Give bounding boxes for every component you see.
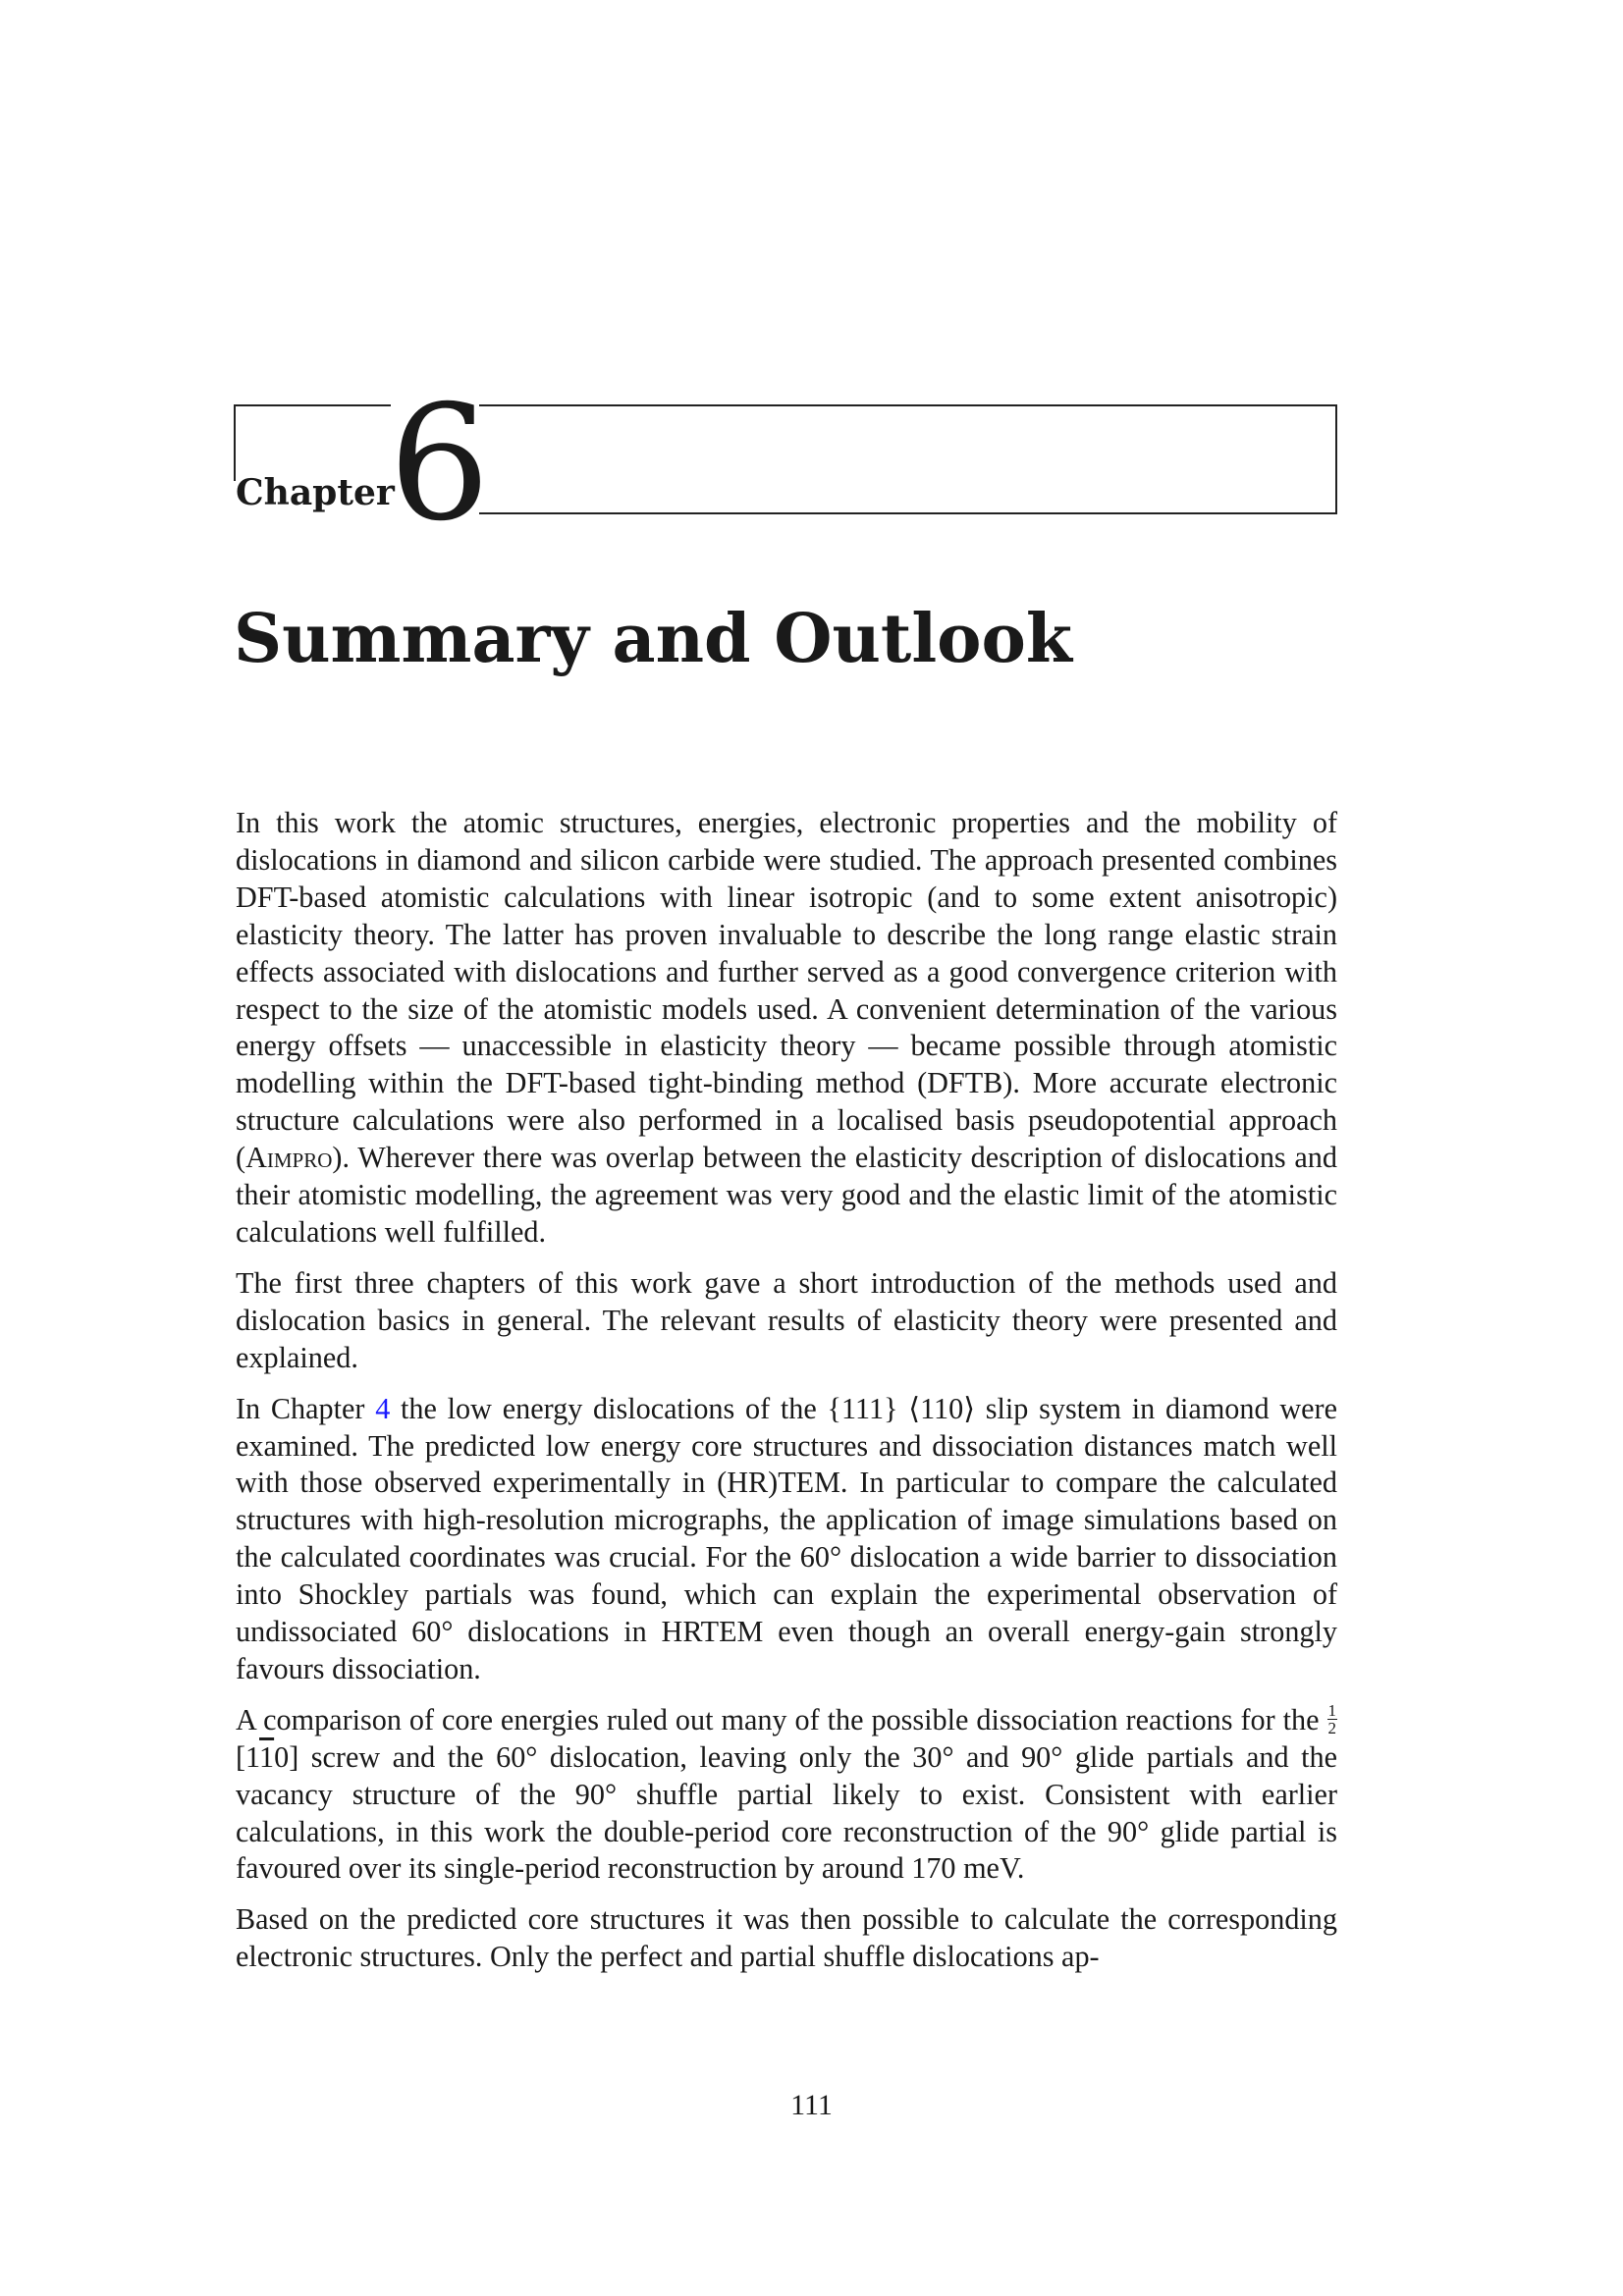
chapter-reference-link[interactable]: 4: [375, 1391, 391, 1425]
chapter-number: 6: [389, 372, 491, 557]
paragraph-3: In Chapter 4 the low energy dislocations of the {111} ⟨110⟩ slip system in diamond were examined. The predicted low energy core structures and dissociation distances match well with those observed experimentally in (HR)TEM. In particular to compare the calculated structures with high-resolution micrographs, the application of image simulations based on the calculated coordinates was crucial. For the 60° dislocation a wide barrier to dissociation into Shockley partials was found, which can explain the experimental observation of undissociated 60° dislocations in HRTEM even though an overall energy-gain strongly favours dissociation.: [236, 1391, 1337, 1685]
chapter-title: Summary and Outlook: [234, 600, 1072, 678]
fraction-one-half: $\frac{1}{2}$: [1327, 1700, 1336, 1737]
page-number: 111: [790, 2089, 833, 2121]
paragraph-4: A comparison of core energies ruled out many of the possible dissociation reactions for the $\frac{1}{2}$ [110] screw and the 60° dislocation, leaving only the 30° and 90° glide partials and the vacancy structure of the 90° shuffle partial likely to exist. Consistent with earlier calculations, in this work the double-period core reconstruction of the 90° glide partial is favoured over its single-period reconstruction by around 170 meV.: [236, 1700, 1337, 1886]
chapter-label: Chapter: [236, 472, 395, 513]
paragraph-5: Based on the predicted core structures it was then possible to calculate the corresponding electronic structures. Only the perfect and partial shuffle dislocations ap-: [236, 1902, 1337, 1974]
chapter-frame-right-top: [479, 404, 1337, 406]
paragraph-2: The first three chapters of this work gave a short introduction of the methods used and dislocation basics in general. The relevant results of elasticity theory were presented and explained.: [236, 1265, 1337, 1374]
chapter-frame-right-side: [1335, 404, 1337, 514]
code-name: Aimpro: [245, 1141, 333, 1175]
paragraph-1: In this work the atomic structures, energies, electronic properties and the mobility of dislocations in diamond and silicon carbide were studied. The approach presented combines DFT-based atomistic calculations with linear isotropic (and to some extent anisotropic) elasticity theory. The latter has proven invaluable to describe the long range elastic strain effects associated with dislocations and further served as a good convergence criterion with respect to the size of the atomistic models used. A convenient determination of the various energy offsets — unaccessible in elasticity theory — became possible through atomistic modelling within the DFT-based tight-binding method (DFTB). More accurate electronic structure calculations were also performed in a localised basis pseudopotential approach (Aimpro). Wherever there was overlap between the elasticity description of dislocations and their atomistic modelling, the agreement was very good and the elastic limit of the atomistic calculations well fulfilled.: [236, 806, 1337, 1249]
chapter-frame-left-side: [234, 404, 236, 481]
chapter-frame-left-top: [234, 404, 391, 406]
burgers-vector: [110]: [236, 1739, 299, 1774]
body-text: [236, 805, 1337, 1990]
chapter-frame-rule: [479, 512, 1337, 514]
